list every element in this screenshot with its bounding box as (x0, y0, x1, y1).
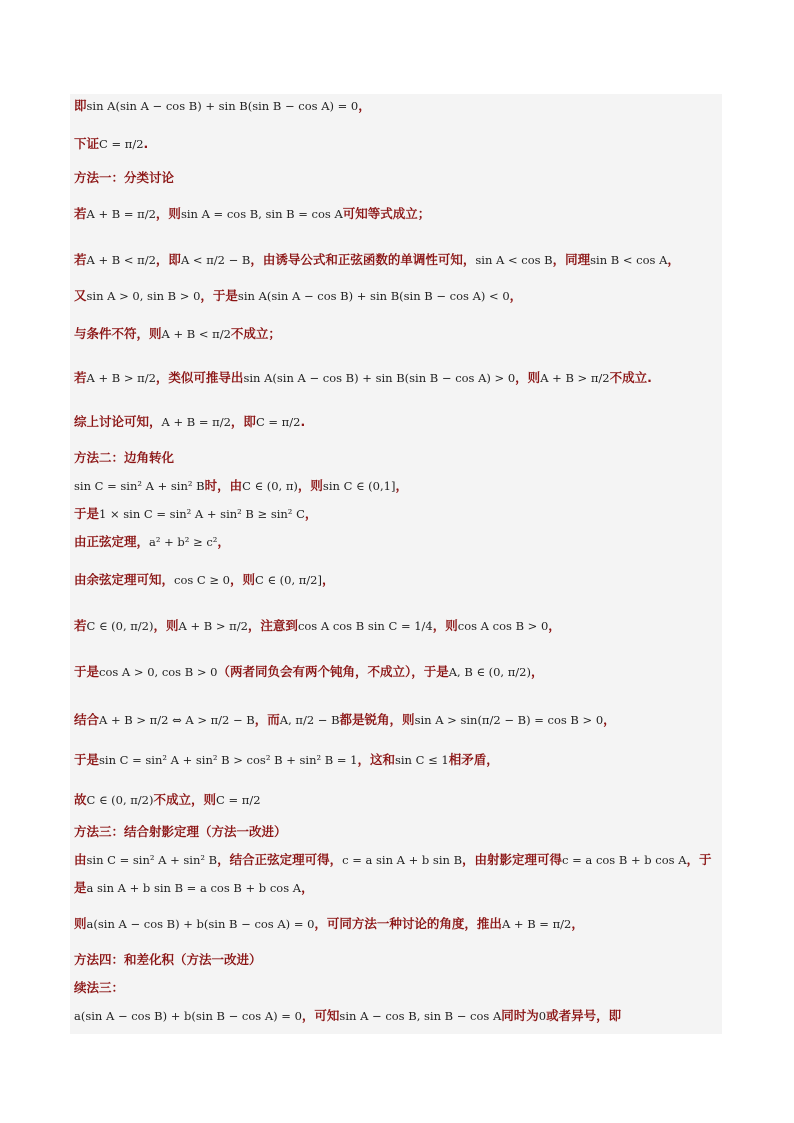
text-line (74, 98, 718, 114)
math-expression: A + B > π/2 (178, 619, 248, 633)
chinese-text: 故 (74, 792, 87, 807)
math-expression: cos A cos B > 0 (457, 619, 549, 633)
text-line (74, 136, 718, 152)
math-expression: a(sin A − cos B) + b(sin B − cos A) = 0 (74, 1009, 302, 1023)
chinese-text: 是 (74, 880, 87, 895)
math-expression: sin B < cos A (590, 253, 668, 267)
text-line (74, 712, 718, 728)
chinese-text: 若 (74, 370, 87, 385)
text-line (74, 664, 718, 680)
chinese-text: ， (304, 506, 318, 521)
math-expression: sin A(sin A − cos B) + sin B(sin B − cos A) < 0 (237, 289, 510, 303)
text-line (74, 952, 718, 968)
chinese-text: ，而 (254, 712, 280, 727)
text-line (74, 916, 718, 932)
math-expression: sin A = cos B, sin B = cos A (180, 207, 343, 221)
text-line (74, 288, 718, 304)
math-expression: sin A < cos B (475, 253, 553, 267)
math-expression: C ∈ (0, π/2) (86, 793, 154, 807)
chinese-text: ，则 (155, 206, 181, 221)
text-line (74, 880, 718, 896)
math-expression: sin A > 0, sin B > 0 (86, 289, 201, 303)
math-expression: 1 × sin C = sin² A + sin² B ≥ sin² C (99, 507, 305, 521)
chinese-text: 由余弦定理可知， (74, 572, 175, 587)
chinese-text: 时，由 (204, 478, 243, 493)
math-expression: a² + b² ≥ c² (149, 535, 218, 549)
chinese-text: ，同理 (552, 252, 591, 267)
text-line (74, 450, 718, 466)
section-heading: 方法二：边角转化 (74, 450, 175, 465)
chinese-text: 于是 (74, 752, 100, 767)
text-line (74, 752, 718, 768)
chinese-text: ，可同方法一种讨论的角度，推出 (314, 916, 502, 931)
section-heading: 方法四：和差化积（方法一改进） (74, 952, 262, 967)
text-line (74, 980, 718, 996)
math-expression: cos A > 0, cos B > 0 (99, 665, 218, 679)
chinese-text: 即 (74, 98, 87, 113)
math-expression: sin C = sin² A + sin² B > cos² B + sin² B = 1 (99, 753, 358, 767)
math-expression: C = π/2 (99, 137, 144, 151)
math-expression: C ∈ (0, π/2) (86, 619, 154, 633)
text-line (74, 852, 718, 868)
math-expression: sin C ≤ 1 (394, 753, 449, 767)
math-expression: C ∈ (0, π/2] (255, 573, 322, 587)
chinese-text: 若 (74, 618, 87, 633)
math-expression: sin A(sin A − cos B) + sin B(sin B − cos A) = 0 (86, 99, 359, 113)
math-expression: A + B = π/2 (501, 917, 572, 931)
chinese-text: ， (548, 618, 561, 633)
chinese-text: ，由射影定理可得 (462, 852, 563, 867)
math-expression: A, B ∈ (0, π/2) (448, 665, 531, 679)
text-line (74, 370, 718, 386)
section-heading: 方法一：分类讨论 (74, 170, 175, 185)
chinese-text: ，可知 (301, 1008, 340, 1023)
chinese-text: 相矛盾， (448, 752, 499, 767)
chinese-text: ， (667, 252, 680, 267)
chinese-text: ，则 (297, 478, 323, 493)
chinese-text: 综上讨论可知， (74, 414, 162, 429)
chinese-text: 又 (74, 288, 87, 303)
chinese-text: 若 (74, 252, 87, 267)
chinese-text: （两者同负会有两个钝角，不成立），于是 (217, 664, 449, 679)
chinese-text: 或者异号，即 (546, 1008, 622, 1023)
chinese-text: 不成立，则 (153, 792, 217, 807)
math-expression: sin A > sin(π/2 − B) = cos B > 0 (414, 713, 604, 727)
chinese-text: . (300, 414, 306, 429)
text-line (74, 618, 718, 634)
math-expression: cos A cos B sin C = 1/4 (297, 619, 433, 633)
chinese-text: 于是 (74, 664, 100, 679)
math-expression: 0 (538, 1009, 547, 1023)
text-line (74, 252, 718, 268)
math-expression: a sin A + b sin B = a cos B + b cos A (86, 881, 302, 895)
chinese-text: ， (358, 98, 371, 113)
chinese-text: 不成立. (609, 370, 652, 385)
math-expression: C = π/2 (216, 793, 261, 807)
math-expression: sin C = sin² A + sin² B (86, 853, 218, 867)
section-heading: 续法三： (74, 980, 125, 995)
text-line (74, 414, 718, 430)
text-line (74, 170, 718, 186)
math-expression: sin A − cos B, sin B − cos A (339, 1009, 502, 1023)
text-line (74, 206, 718, 222)
chinese-text: ，于 (686, 852, 712, 867)
chinese-text: 可知等式成立； (342, 206, 431, 221)
text-line (74, 572, 718, 588)
math-expression: A + B > π/2 (540, 371, 610, 385)
chinese-text: 则 (74, 916, 87, 931)
math-expression: c = a sin A + b sin B (342, 853, 463, 867)
chinese-text: 与条件不符，则 (74, 326, 162, 341)
math-expression: C ∈ (0, π) (242, 479, 298, 493)
chinese-text: 由正弦定理， (74, 534, 150, 549)
text-line (74, 506, 718, 522)
chinese-text: ，则 (515, 370, 541, 385)
chinese-text: ， (603, 712, 616, 727)
chinese-text: ，结合正弦定理可得， (217, 852, 343, 867)
chinese-text: ， (530, 664, 544, 679)
chinese-text: ，这和 (357, 752, 395, 767)
chinese-text: ，则 (432, 618, 458, 633)
chinese-text: 结合 (74, 712, 100, 727)
chinese-text: ，即 (230, 414, 256, 429)
math-expression: A + B = π/2 (161, 415, 231, 429)
text-line (74, 478, 718, 494)
chinese-text: ，即 (155, 252, 181, 267)
document-page (70, 94, 722, 1034)
text-line (74, 326, 718, 342)
math-expression: A + B > π/2 ⇔ A > π/2 − B (99, 713, 255, 727)
math-expression: sin A(sin A − cos B) + sin B(sin B − cos A) > 0 (243, 371, 516, 385)
chinese-text: 下证 (74, 136, 100, 151)
math-expression: A + B > π/2 (86, 371, 156, 385)
chinese-text: 若 (74, 206, 87, 221)
chinese-text: ，注意到 (247, 618, 298, 633)
chinese-text: 同时为 (501, 1008, 539, 1023)
math-expression: A + B < π/2 (161, 327, 231, 341)
chinese-text: ， (571, 916, 584, 931)
math-expression: A < π/2 − B (180, 253, 251, 267)
math-expression: c = a cos B + b cos A (562, 853, 687, 867)
section-heading: 方法三：结合射影定理（方法一改进） (74, 824, 287, 839)
chinese-text: ，则 (153, 618, 179, 633)
text-line (74, 824, 718, 840)
math-expression: A + B = π/2 (86, 207, 156, 221)
chinese-text: ， (509, 288, 523, 303)
chinese-text: 由 (74, 852, 87, 867)
chinese-text: ，则 (230, 572, 256, 587)
chinese-text: ，类似可推导出 (155, 370, 244, 385)
math-expression: A, π/2 − B (279, 713, 340, 727)
chinese-text: 不成立； (230, 326, 281, 341)
math-expression: sin C = sin² A + sin² B (74, 479, 205, 493)
text-line (74, 534, 718, 550)
math-expression: C = π/2 (255, 415, 301, 429)
chinese-text: ， (322, 572, 335, 587)
chinese-text: ，由诱导公式和正弦函数的单调性可知， (250, 252, 476, 267)
chinese-text: . (143, 136, 149, 151)
math-expression: sin C ∈ (0,1] (322, 479, 396, 493)
chinese-text: 都是锐角，则 (339, 712, 415, 727)
chinese-text: ， (301, 880, 314, 895)
math-expression: a(sin A − cos B) + b(sin B − cos A) = 0 (86, 917, 315, 931)
math-expression: cos C ≥ 0 (174, 573, 230, 587)
chinese-text: ， (217, 534, 230, 549)
text-line (74, 792, 718, 808)
text-line (74, 1008, 718, 1024)
chinese-text: ，于是 (200, 288, 238, 303)
chinese-text: ， (395, 478, 408, 493)
chinese-text: 于是 (74, 506, 100, 521)
math-expression: A + B < π/2 (86, 253, 156, 267)
